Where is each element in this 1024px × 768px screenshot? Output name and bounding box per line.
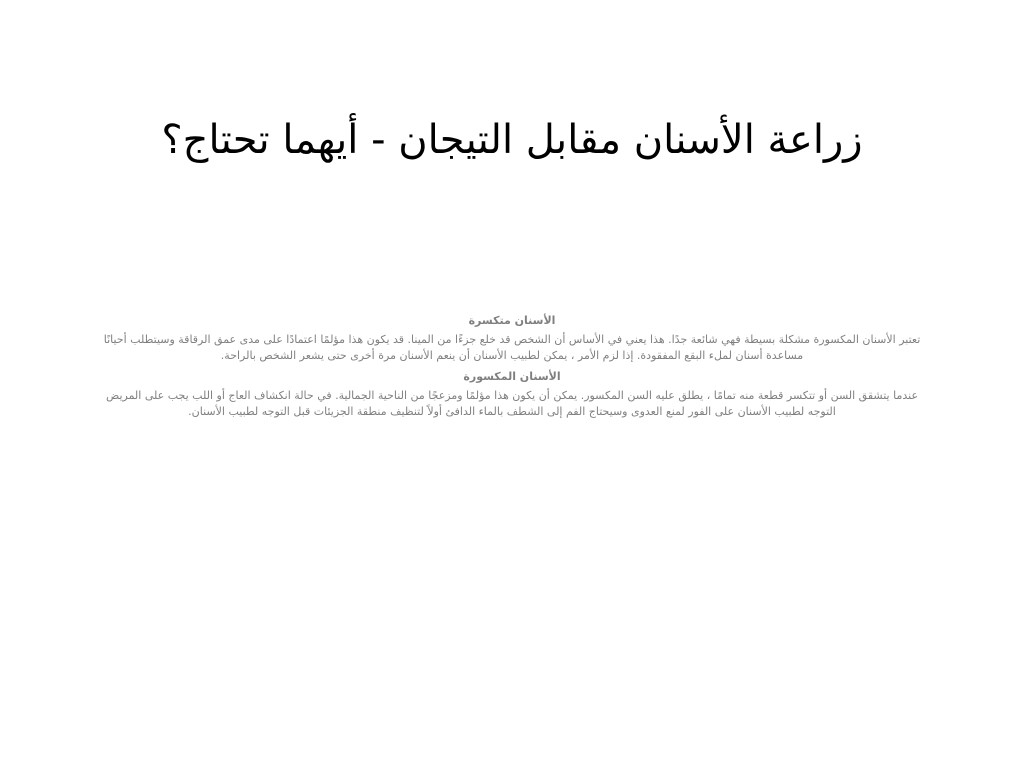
slide-title: زراعة الأسنان مقابل التيجان - أيهما تحتاج؟ xyxy=(161,117,863,163)
section-body: تعتبر الأسنان المكسورة مشكلة بسيطة فهي شائعة جدًا. هذا يعني في الأساس أن الشخص قد خلع جزءًا من المينا. قد يكون هذا مؤلمًا اعتمادًا على مدى عمق الرقاقة وسيتطلب أحيانًا مساعدة أسنان لملء البقع المفقودة. إذا لزم الأمر ، يمكن لطبيب الأسنان أن ينعم الأسنان مرة أخرى حتى يشعر الشخص بالراحة. xyxy=(103,333,921,362)
section-heading: الأسنان متكسرة xyxy=(468,314,556,327)
section-body: عندما يتشقق السن أو تتكسر قطعة منه تمامًا ، يطلق عليه السن المكسور. يمكن أن يكون هذا مؤلمًا ومزعجًا من الناحية الجمالية. في حالة انكشاف العاج أو اللب يجب على المريض التوجه لطبيب الأسنان على الفور لمنع العدوى وسيحتاج الفم إلى الشطف بالماء الدافئ أولاً لتنظيف منطقة الجزيئات قبل التوجه لطبيب الأسنان. xyxy=(105,389,919,418)
slide-content xyxy=(100,312,924,424)
section-chipped-teeth xyxy=(100,312,924,364)
section-heading: الأسنان المكسورة xyxy=(463,370,561,383)
section-broken-teeth xyxy=(100,368,924,420)
